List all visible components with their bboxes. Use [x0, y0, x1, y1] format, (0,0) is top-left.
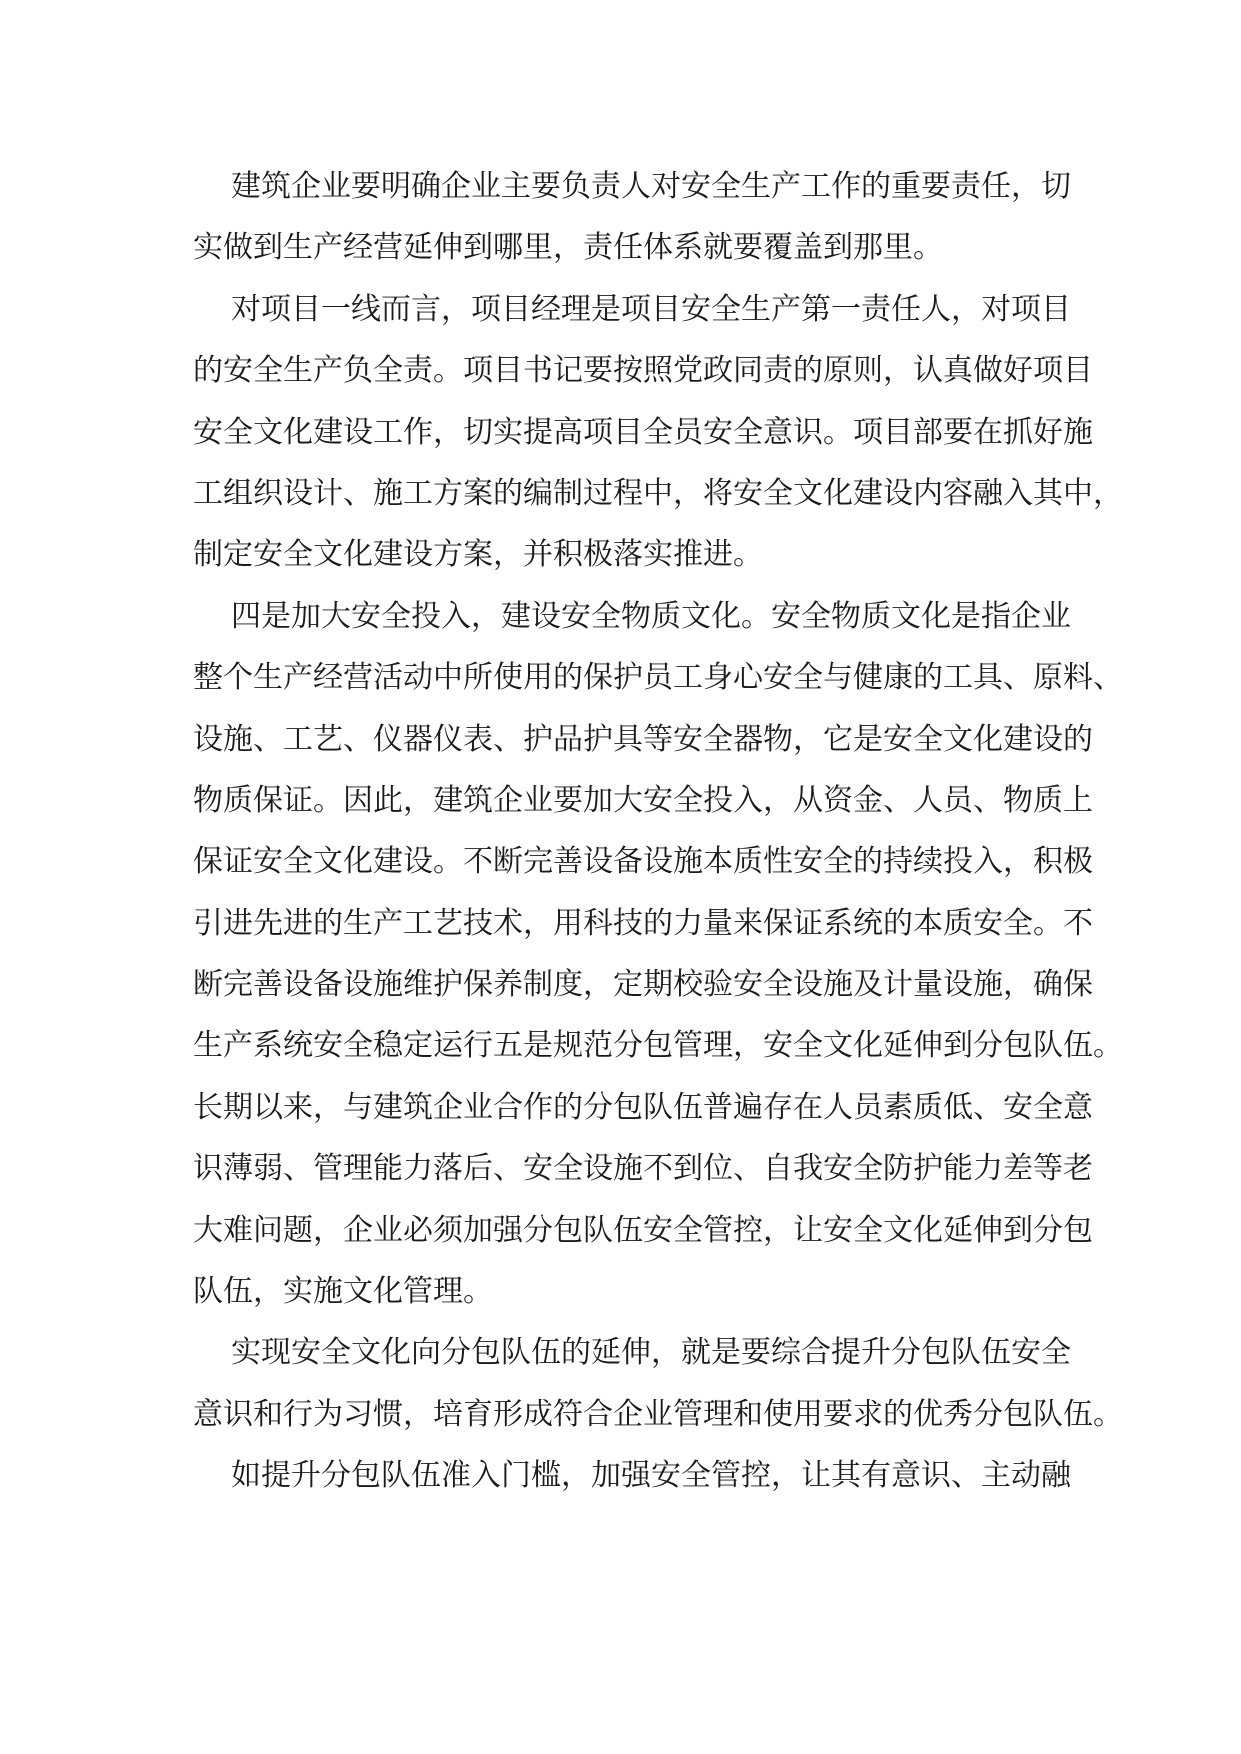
text-line: 队伍，实施文化管理。: [193, 1274, 493, 1310]
text-line: 安全文化建设工作，切实提高项目全员安全意识。项目部要在抓好施: [193, 414, 1093, 450]
paragraph: [193, 156, 1073, 279]
paragraph: [193, 586, 1123, 1323]
text-line: 识薄弱、管理能力落后、安全设施不到位、自我安全防护能力差等老: [193, 1151, 1093, 1187]
text-line: 设施、工艺、仪器仪表、护品护具等安全器物，它是安全文化建设的: [193, 721, 1093, 757]
paragraph: [193, 1445, 1073, 1506]
text-line: 对项目一线而言，项目经理是项目安全生产第一责任人，对项目: [231, 291, 1071, 327]
text-line: 整个生产经营活动中所使用的保护员工身心安全与健康的工具、原料、: [193, 660, 1123, 696]
paragraph: [193, 1322, 1123, 1445]
text-line: 如提升分包队伍准入门槛，加强安全管控，让其有意识、主动融: [231, 1458, 1071, 1494]
paragraph: [193, 279, 1123, 586]
text-line: 建筑企业要明确企业主要负责人对安全生产工作的重要责任，切: [231, 169, 1071, 204]
text-line: 引进先进的生产工艺技术，用科技的力量来保证系统的本质安全。不: [193, 905, 1093, 941]
text-line: 长期以来，与建筑企业合作的分包队伍普遍存在人员素质低、安全意: [193, 1089, 1093, 1125]
text-line: 意识和行为习惯，培育形成符合企业管理和使用要求的优秀分包队伍。: [193, 1396, 1123, 1432]
text-line: 保证安全文化建设。不断完善设备设施本质性安全的持续投入，积极: [193, 844, 1093, 880]
text-line: 的安全生产负全责。项目书记要按照党政同责的原则，认真做好项目: [193, 353, 1093, 389]
text-line: 四是加大安全投入，建设安全物质文化。安全物质文化是指企业: [231, 598, 1071, 634]
text-line: 生产系统安全稳定运行五是规范分包管理，安全文化延伸到分包队伍。: [193, 1028, 1123, 1064]
document-body: [193, 156, 1123, 1507]
text-line: 实做到生产经营延伸到哪里，责任体系就要覆盖到那里。: [193, 230, 943, 266]
text-line: 物质保证。因此，建筑企业要加大安全投入，从资金、人员、物质上: [193, 782, 1093, 818]
text-line: 实现安全文化向分包队伍的延伸，就是要综合提升分包队伍安全: [231, 1335, 1071, 1371]
text-line: 制定安全文化建设方案，并积极落实推进。: [193, 537, 763, 573]
text-line: 工组织设计、施工方案的编制过程中，将安全文化建设内容融入其中，: [193, 475, 1123, 511]
text-line: 大难问题，企业必须加强分包队伍安全管控，让安全文化延伸到分包: [193, 1212, 1093, 1248]
text-line: 断完善设备设施维护保养制度，定期校验安全设施及计量设施，确保: [193, 967, 1093, 1003]
